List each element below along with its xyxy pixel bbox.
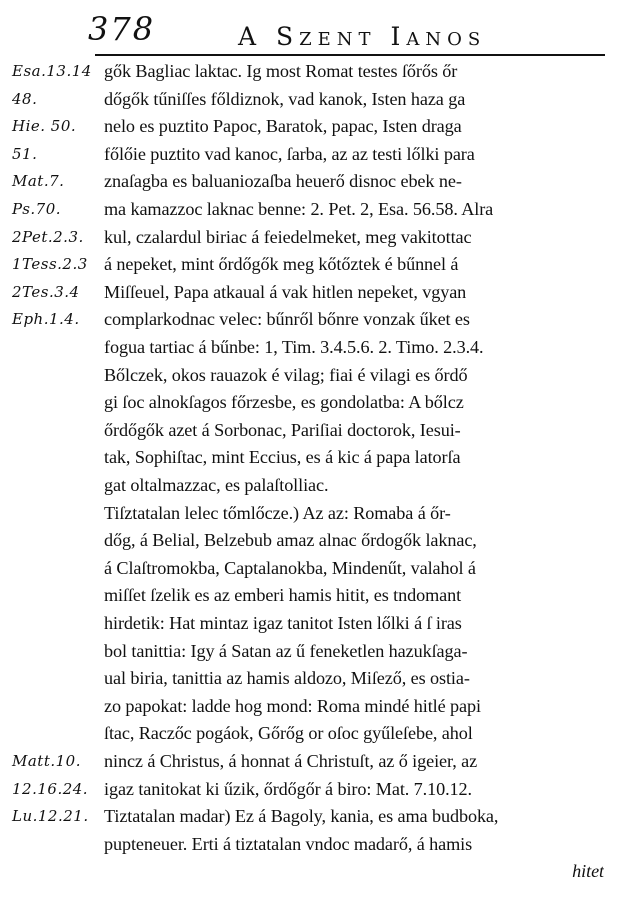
- margin-reference: Eph.1.4.: [12, 310, 80, 329]
- text-line: gi ſoc alnokſagos főrzesbe, es gondolatba: A bőlcz: [104, 392, 464, 413]
- text-line: fogua tartiac á bűnbe: 1, Tim. 3.4.5.6. 2. Timo. 2.3.4.: [104, 337, 484, 357]
- text-line: gat oltalmazzac, es palaſtolliac.: [104, 475, 329, 495]
- margin-reference: 12.16.24.: [12, 779, 89, 798]
- text-line: dőgők tűniſſes főldiznok, vad kanok, Isten haza ga: [104, 88, 466, 109]
- catchword: hitet: [572, 861, 604, 882]
- text-line: gők Bagliac laktac. Ig most Romat testes ſőrős őr: [104, 61, 458, 81]
- text-line: őrdőgők azet á Sorbonac, Pariſiai doctorok, Iesui-: [104, 419, 461, 440]
- text-line: főlőie puztito vad kanoc, ſarba, az az testi lőlki para: [104, 143, 475, 164]
- margin-reference: 48.: [12, 89, 38, 108]
- text-line: Tiztatalan madar) Ez á Bagoly, kania, es ama budboka,: [104, 806, 499, 827]
- text-line: nelo es puztito Papoc, Baratok, papac, Isten draga: [104, 116, 462, 137]
- text-line: dőg, á Belial, Belzebub amaz alnac őrdogők laknac,: [104, 530, 477, 551]
- text-line: zo papokat: ladde hog mond: Roma mindé hitlé papi: [104, 695, 481, 716]
- margin-reference: Esa.13.14: [12, 62, 92, 80]
- text-line: ſtac, Raczőc pogáok, Gőrőg or oſoc gyűleſebe, ahol: [104, 723, 473, 744]
- text-line: bol tanittia: Igy á Satan az ű feneketlen hazukſaga-: [104, 640, 468, 661]
- margin-reference: Mat.7.: [12, 172, 65, 191]
- page-header: [0, 0, 620, 60]
- margin-reference: 1Tess.2.3: [12, 255, 88, 274]
- text-line: Bőlczek, okos rauazok é vilag; fiai é vilagi es őrdő: [104, 364, 468, 385]
- text-line: igaz tanitokat ki űzik, őrdőgőr á biro: Mat. 7.10.12.: [104, 778, 472, 799]
- text-line: complarkodnac velec: bűnről bőnre vonzak űket es: [104, 309, 470, 330]
- text-line: á Claſtromokba, Captalanokba, Mindenűt, valahol á: [104, 557, 476, 578]
- margin-reference: Matt.10.: [12, 752, 81, 770]
- running-title: A Szent Ianos: [238, 22, 487, 51]
- text-line: hirdetik: Hat mintaz igaz tanitot Isten lőlki á ſ iras: [104, 613, 462, 633]
- header-rule: [95, 54, 605, 56]
- text-line: Tiſztatalan lelec tőmlőcze.) Az az: Romaba á őr-: [104, 502, 451, 523]
- text-line: kul, czalardul biriac á feiedelmeket, meg vakitottac: [104, 226, 472, 247]
- text-line: ual biria, tanittia az hamis aldozo, Miſező, es ostia-: [104, 668, 470, 689]
- text-line: miſſet ſzelik es az emberi hamis hitit, es tndomant: [104, 585, 462, 606]
- margin-reference: 51.: [12, 144, 38, 163]
- margin-reference: Ps.70.: [12, 200, 62, 218]
- margin-reference: Hie. 50.: [12, 117, 77, 136]
- text-line: ma kamazzoc laknac benne: 2. Pet. 2, Esa. 56.58. Alra: [104, 199, 494, 219]
- margin-reference: Lu.12.21.: [12, 807, 89, 826]
- page-number: 378: [88, 10, 156, 48]
- margin-reference: 2Tes.3.4: [12, 282, 80, 301]
- text-line: á nepeket, mint őrdőgők meg kőtőztek é bűnnel á: [104, 254, 459, 275]
- text-line: pupteneuer. Erti á tiztatalan vndoc madarő, á hamis: [104, 833, 473, 854]
- text-line: nincz á Christus, á honnat á Christuſt, az ő igeier, az: [104, 751, 478, 771]
- margin-reference: 2Pet.2.3.: [12, 227, 84, 246]
- text-line: tak, Sophiſtac, mint Eccius, es á kic á papa latorſa: [104, 447, 461, 468]
- text-line: Miſſeuel, Papa atkaual á vak hitlen nepeket, vgyan: [104, 281, 467, 302]
- text-line: znaſagba es baluaniozaſba heuerő disnoc ebek ne-: [104, 171, 462, 192]
